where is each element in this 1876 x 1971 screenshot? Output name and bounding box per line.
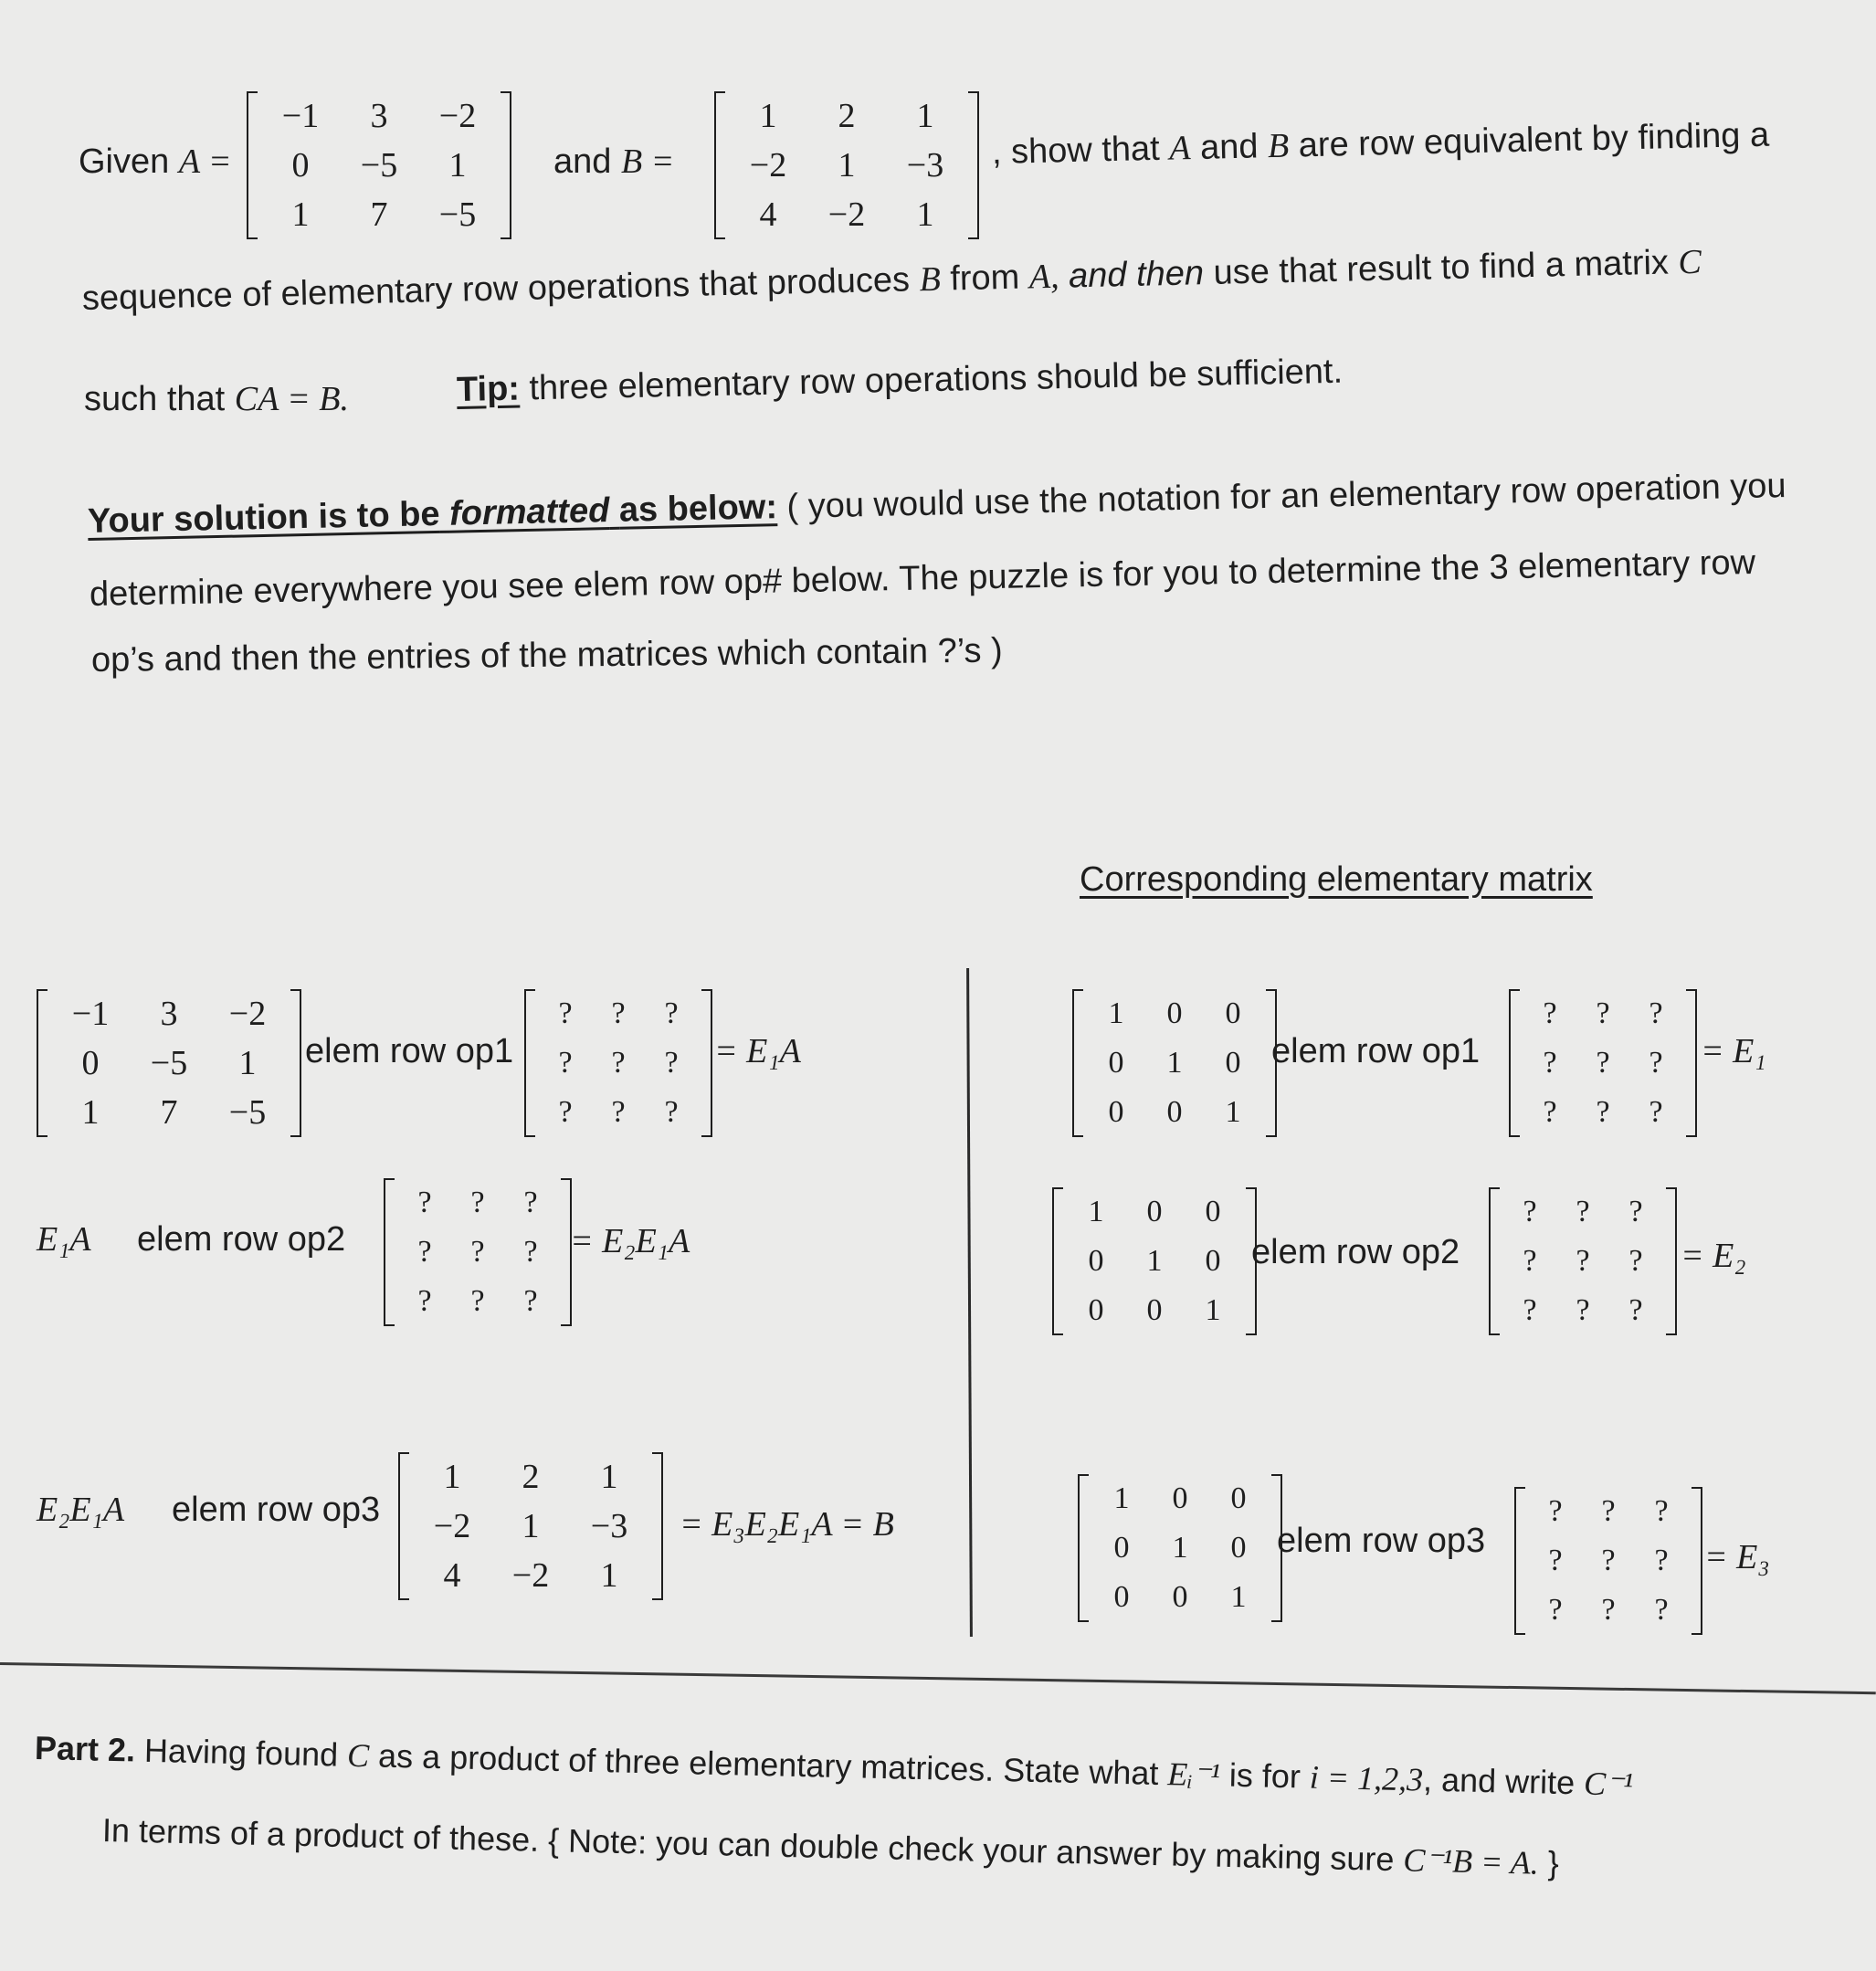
format-line-2: determine everywhere you see elem row op# below. The puzzle is for you to determine the 3 elementary row — [89, 543, 1756, 614]
matrix-entry: ? — [1649, 996, 1663, 1030]
matrix-entry: 7 — [160, 1093, 178, 1132]
matrix-entry: ? — [1654, 1593, 1669, 1627]
matrix-entry: 1 — [1108, 996, 1124, 1030]
matrix-entry: 1 — [1205, 1293, 1221, 1327]
matrix-entry: ? — [558, 1046, 573, 1080]
matrix-row — [1067, 1286, 1242, 1335]
row2-op-label-right: elem row op2 — [1251, 1233, 1460, 1271]
matrix-row — [729, 91, 964, 141]
row2-identity — [1052, 1187, 1257, 1340]
matrix-entry: 1 — [916, 97, 934, 135]
matrix-entry: 1 — [1088, 1195, 1104, 1228]
matrix-row — [1067, 1237, 1242, 1286]
part2-line-1: Part 2. Having found C as a product of three elementary matrices. State what Eᵢ⁻¹ is for i = 1,2,3, and write C⁻¹ — [34, 1729, 1634, 1803]
matrix-entry: −1 — [281, 97, 320, 135]
given-label: Given — [79, 142, 170, 181]
matrix-row — [539, 1088, 698, 1137]
matrix-entry: ? — [1543, 996, 1557, 1030]
matrix-entry: −3 — [590, 1507, 628, 1545]
row2-unknown-matrix — [384, 1178, 572, 1331]
matrix-entry: 1 — [759, 97, 777, 135]
and-b-label: and B = — [553, 142, 675, 181]
matrix-entry: ? — [1654, 1494, 1669, 1528]
matrix-entry: ? — [1576, 1195, 1590, 1228]
matrix-row — [51, 1088, 287, 1137]
matrix-entry: ? — [1649, 1095, 1663, 1129]
matrix-entry: ? — [1601, 1593, 1616, 1627]
matrix-row — [261, 141, 497, 190]
matrix-row — [398, 1228, 557, 1277]
matrix-entry: ? — [1628, 1244, 1643, 1278]
matrix-entry: ? — [1548, 1593, 1563, 1627]
matrix-row — [1529, 1536, 1688, 1586]
row3-e3-matrix — [1514, 1487, 1702, 1639]
matrix-entry: −5 — [150, 1044, 188, 1082]
matrix-entry: ? — [1523, 1195, 1537, 1228]
matrix-row — [1067, 1187, 1242, 1237]
matrix-entry: 0 — [1146, 1293, 1163, 1327]
intro-show-text: , show that A and B are row equivalent by finding a — [991, 115, 1770, 172]
intro-line-1 — [79, 144, 232, 179]
matrix-entry: −2 — [511, 1556, 550, 1595]
matrix-entry: ? — [611, 1046, 626, 1080]
row3-result: = E₃E₂E₁A = B — [680, 1505, 894, 1544]
format-line-1: Your solution is to be formatted as below: ( you would use the notation for an elementary row operation you — [87, 467, 1786, 541]
matrix-entry: ? — [470, 1186, 485, 1219]
matrix-entry: 0 — [1205, 1244, 1221, 1278]
matrix-entry: 0 — [1088, 1293, 1104, 1327]
matrix-row — [1503, 1237, 1662, 1286]
matrix-row — [261, 190, 497, 239]
matrix-entry: 1 — [291, 195, 310, 234]
matrix-entry: 4 — [443, 1556, 461, 1595]
matrix-row — [1092, 1474, 1268, 1523]
matrix-entry: ? — [1628, 1293, 1643, 1327]
matrix-entry: 0 — [1225, 1046, 1241, 1080]
matrix-entry: ? — [470, 1235, 485, 1269]
matrix-row — [1087, 1088, 1262, 1137]
row1-e1-matrix — [1509, 989, 1697, 1142]
matrix-entry: 0 — [81, 1044, 100, 1082]
column-divider — [966, 968, 973, 1637]
matrix-entry: 3 — [370, 97, 388, 135]
matrix-entry: 0 — [1225, 996, 1241, 1030]
matrix-entry: 7 — [370, 195, 388, 234]
matrix-row — [413, 1551, 648, 1600]
matrix-entry: ? — [1523, 1293, 1537, 1327]
matrix-entry: −2 — [433, 1507, 471, 1545]
matrix-row — [1503, 1187, 1662, 1237]
matrix-entry: 1 — [238, 1044, 257, 1082]
matrix-entry: ? — [664, 996, 679, 1030]
row3-e3-label: = E₃ — [1704, 1538, 1770, 1576]
matrix-entry: ? — [1576, 1293, 1590, 1327]
row1-unknown-matrix — [524, 989, 712, 1142]
tip-label: Tip: — [456, 369, 521, 409]
matrix-entry: ? — [1543, 1046, 1557, 1080]
matrix-row — [1503, 1286, 1662, 1335]
matrix-row — [1529, 1586, 1688, 1635]
matrix-entry: 1 — [1146, 1244, 1163, 1278]
matrix-row — [51, 989, 287, 1038]
matrix-entry: −2 — [438, 97, 477, 135]
matrix-entry: ? — [611, 1095, 626, 1129]
matrix-entry: ? — [523, 1284, 538, 1318]
row3-op-label: elem row op3 — [172, 1491, 381, 1529]
matrix-row — [1529, 1487, 1688, 1536]
matrix-entry: ? — [1543, 1095, 1557, 1129]
matrix-entry: ? — [558, 1095, 573, 1129]
a-equals: A = — [178, 142, 232, 181]
matrix-entry: 0 — [1230, 1531, 1247, 1565]
matrix-entry: ? — [1596, 996, 1610, 1030]
matrix-entry: 0 — [1108, 1095, 1124, 1129]
row1-op-label: elem row op1 — [305, 1032, 514, 1070]
matrix-entry: ? — [1601, 1544, 1616, 1577]
matrix-entry: ? — [1628, 1195, 1643, 1228]
matrix-entry: ? — [1596, 1046, 1610, 1080]
matrix-entry: 1 — [522, 1507, 540, 1545]
row2-e2-matrix — [1489, 1187, 1677, 1340]
tip-text: three elementary row operations should be sufficient. — [529, 352, 1344, 408]
matrix-row — [1092, 1523, 1268, 1573]
matrix-entry: ? — [1523, 1244, 1537, 1278]
matrix-row — [398, 1178, 557, 1228]
row1-identity — [1072, 989, 1277, 1142]
matrix-entry: 0 — [1166, 1095, 1183, 1129]
matrix-entry: −3 — [906, 146, 944, 184]
matrix-row — [413, 1502, 648, 1551]
matrix-entry: 0 — [1166, 996, 1183, 1030]
matrix-entry: 0 — [291, 146, 310, 184]
matrix-row — [261, 91, 497, 141]
matrix-entry: −1 — [71, 995, 110, 1033]
matrix-entry: 1 — [600, 1458, 618, 1496]
row2-op-label: elem row op2 — [137, 1220, 346, 1259]
part2-label: Part 2. — [34, 1729, 136, 1769]
matrix-entry: −2 — [749, 146, 787, 184]
matrix-entry: 1 — [916, 195, 934, 234]
row1-result: = E₁A — [714, 1032, 801, 1070]
matrix-row — [539, 1038, 698, 1088]
matrix-entry: 0 — [1230, 1481, 1247, 1515]
matrix-entry: 1 — [81, 1093, 100, 1132]
matrix-row — [1523, 1088, 1682, 1137]
matrix-row — [1523, 989, 1682, 1038]
matrix-entry: 3 — [160, 995, 178, 1033]
matrix-entry: 0 — [1172, 1580, 1188, 1614]
matrix-entry: 1 — [1113, 1481, 1130, 1515]
matrix-entry: ? — [417, 1284, 432, 1318]
row1-e1-label: = E₁ — [1701, 1032, 1766, 1070]
matrix-entry: ? — [558, 996, 573, 1030]
matrix-entry: ? — [470, 1284, 485, 1318]
matrix-entry: ? — [664, 1046, 679, 1080]
matrix-entry: 1 — [1172, 1531, 1188, 1565]
matrix-entry: 1 — [1230, 1580, 1247, 1614]
matrix-entry: 1 — [1166, 1046, 1183, 1080]
matrix-entry: 0 — [1113, 1580, 1130, 1614]
matrix-entry: ? — [1601, 1494, 1616, 1528]
row1-op-label-right: elem row op1 — [1271, 1032, 1481, 1070]
matrix-entry: ? — [664, 1095, 679, 1129]
row3-matrix-b — [398, 1452, 663, 1605]
matrix-entry: ? — [1576, 1244, 1590, 1278]
tip — [457, 354, 1344, 407]
matrix-row — [1523, 1038, 1682, 1088]
row2-e2-label: = E₂ — [1681, 1237, 1746, 1275]
matrix-row — [1087, 1038, 1262, 1088]
matrix-entry: ? — [1548, 1544, 1563, 1577]
matrix-entry: 0 — [1172, 1481, 1188, 1515]
matrix-entry: ? — [523, 1186, 538, 1219]
matrix-entry: −2 — [827, 195, 866, 234]
matrix-entry: ? — [611, 996, 626, 1030]
intro-line-2: sequence of elementary row operations that produces B from A, and then use that result to find a matrix C — [81, 242, 1702, 318]
matrix-row — [413, 1452, 648, 1502]
matrix-entry: ? — [1548, 1494, 1563, 1528]
matrix-entry: −5 — [228, 1093, 267, 1132]
matrix-entry: 0 — [1108, 1046, 1124, 1080]
matrix-b-given — [714, 91, 979, 244]
matrix-entry: −5 — [360, 146, 398, 184]
matrix-entry: 1 — [838, 146, 856, 184]
row3-identity — [1078, 1474, 1282, 1627]
part2-line-2: In terms of a product of these. { Note: you can double check your answer by making sure C⁻¹B = A. } — [101, 1811, 1560, 1882]
matrix-entry: 1 — [448, 146, 467, 184]
matrix-entry: ? — [1596, 1095, 1610, 1129]
row2-lhs: E₁A — [37, 1220, 91, 1259]
matrix-a-given — [247, 91, 511, 244]
matrix-entry: 2 — [522, 1458, 540, 1496]
row3-lhs: E₂E₁A — [37, 1491, 125, 1529]
matrix-entry: 1 — [600, 1556, 618, 1595]
format-heading: Your solution is to be formatted as below: — [87, 488, 778, 541]
matrix-entry: 0 — [1088, 1244, 1104, 1278]
matrix-entry: ? — [1654, 1544, 1669, 1577]
matrix-row — [539, 989, 698, 1038]
matrix-entry: −2 — [228, 995, 267, 1033]
matrix-entry: ? — [1649, 1046, 1663, 1080]
section-divider — [0, 1662, 1876, 1694]
matrix-entry: 0 — [1146, 1195, 1163, 1228]
matrix-entry: 0 — [1205, 1195, 1221, 1228]
right-column-heading: Corresponding elementary matrix — [1080, 860, 1593, 899]
matrix-entry: ? — [417, 1235, 432, 1269]
matrix-row — [398, 1277, 557, 1326]
matrix-entry: 1 — [1225, 1095, 1241, 1129]
matrix-entry: 2 — [838, 97, 856, 135]
format-line-3: op’s and then the entries of the matrices which contain ?’s ) — [90, 631, 1003, 680]
matrix-entry: ? — [523, 1235, 538, 1269]
matrix-row — [51, 1038, 287, 1088]
row2-result: = E₂E₁A — [570, 1222, 690, 1260]
matrix-row — [1087, 989, 1262, 1038]
matrix-entry: −5 — [438, 195, 477, 234]
matrix-entry: 0 — [1113, 1531, 1130, 1565]
intro-line-3: such that CA = B. — [84, 380, 350, 418]
matrix-entry: 1 — [443, 1458, 461, 1496]
matrix-row — [729, 190, 964, 239]
matrix-entry: ? — [417, 1186, 432, 1219]
matrix-entry: 4 — [759, 195, 777, 234]
row3-op-label-right: elem row op3 — [1277, 1522, 1486, 1560]
matrix-row — [729, 141, 964, 190]
row1-matrix-a — [37, 989, 301, 1142]
matrix-row — [1092, 1573, 1268, 1622]
